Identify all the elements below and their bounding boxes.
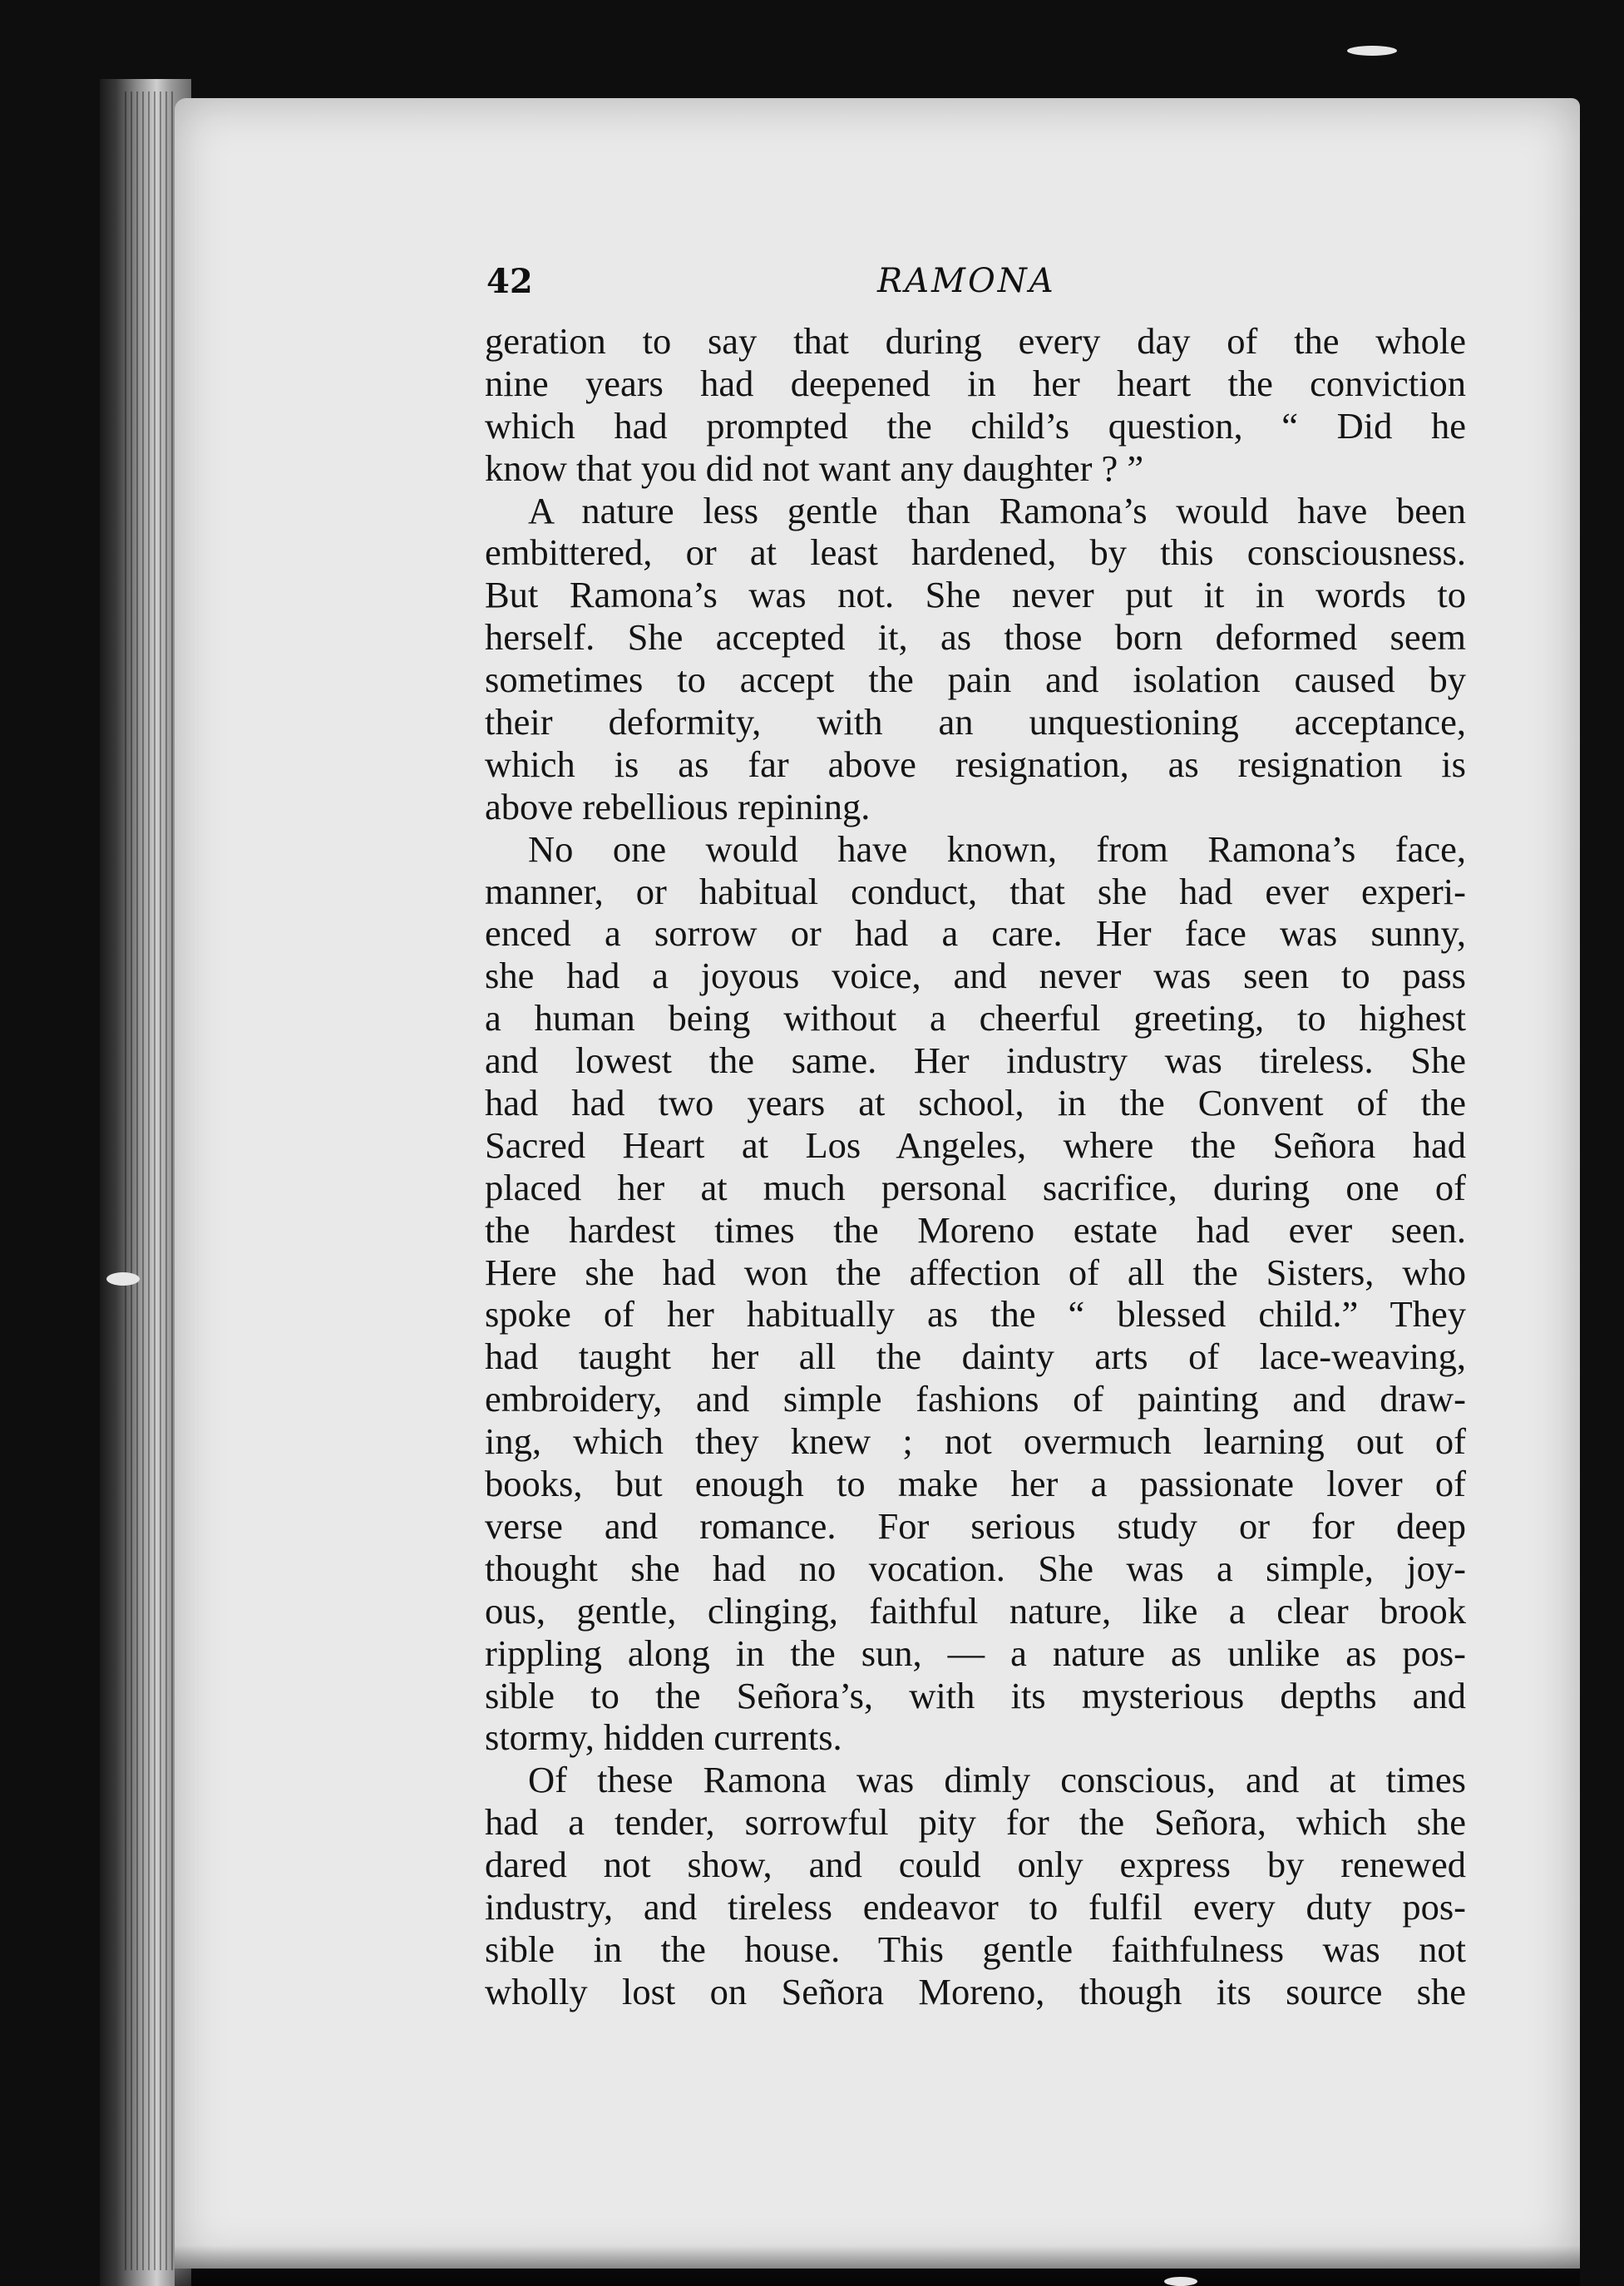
text-line: verse and romance. For serious study or for deep	[485, 1504, 1466, 1547]
text-line: manner, or habitual conduct, that she had ever experi-	[485, 870, 1466, 912]
text-line: which had prompted the child’s question, “ Did he	[485, 404, 1466, 447]
text-line: she had a joyous voice, and never was seen to pass	[485, 955, 1466, 997]
text-line: which is as far above resignation, as resignation is	[485, 743, 1466, 785]
text-line: above rebellious repining.	[485, 785, 871, 827]
text-line: Here she had won the affection of all the Sisters, who	[485, 1251, 1466, 1293]
text-line: Sacred Heart at Los Angeles, where the Señora had	[485, 1123, 1466, 1166]
text-line: stormy, hidden currents.	[485, 1716, 842, 1759]
text-line: placed her at much personal sacrifice, during one of	[485, 1166, 1466, 1208]
body-text	[485, 320, 1466, 2013]
binding-edge-lines	[125, 91, 175, 2270]
text-line: embroidery, and simple fashions of painting and draw-	[485, 1378, 1466, 1420]
text-line: industry, and tireless endeavor to fulfil every duty pos-	[485, 1885, 1466, 1928]
text-line: But Ramona’s was not. She never put it in words to	[485, 574, 1466, 616]
page-bottom-shadow	[175, 2245, 1580, 2286]
text-line: had had two years at school, in the Convent of the	[485, 1082, 1466, 1124]
scan-artifact	[1347, 46, 1397, 56]
scan-artifact	[106, 1272, 140, 1286]
text-line: ing, which they knew ; not overmuch learning out of	[485, 1420, 1466, 1463]
text-line: books, but enough to make her a passionate lover of	[485, 1463, 1466, 1505]
text-line: and lowest the same. Her industry was tireless. She	[485, 1039, 1466, 1082]
text-line: had taught her all the dainty arts of lace-weaving,	[485, 1336, 1466, 1378]
text-line: sible to the Señora’s, with its mysterious depths and	[485, 1674, 1466, 1716]
scan-artifact	[1164, 2277, 1197, 2286]
paragraph-start: Of these Ramona was dimly conscious, and at times	[528, 1759, 1466, 1801]
running-head	[486, 262, 1468, 312]
text-line: geration to say that during every day of the whole	[485, 320, 1466, 362]
running-title: RAMONA	[877, 262, 1056, 300]
text-line: rippling along in the sun, — a nature as unlike as pos-	[485, 1632, 1466, 1674]
text-line: embittered, or at least hardened, by this consciousness.	[485, 531, 1466, 574]
text-line: know that you did not want any daughter ? ”	[485, 447, 1144, 489]
text-line: herself. She accepted it, as those born deformed seem	[485, 616, 1466, 659]
text-line: sible in the house. This gentle faithfulness was not	[485, 1928, 1466, 1970]
text-line: thought she had no vocation. She was a simple, joy-	[485, 1547, 1466, 1589]
text-line: their deformity, with an unquestioning acceptance,	[485, 701, 1466, 743]
text-line: sometimes to accept the pain and isolation caused by	[485, 659, 1466, 701]
text-line: spoke of her habitually as the “ blessed child.” They	[485, 1293, 1466, 1336]
text-line: wholly lost on Señora Moreno, though its source she	[485, 1970, 1466, 2012]
text-line: the hardest times the Moreno estate had ever seen.	[485, 1208, 1466, 1251]
text-line: ous, gentle, clinging, faithful nature, like a clear brook	[485, 1589, 1466, 1632]
page-number: 42	[486, 262, 533, 301]
text-line: dared not show, and could only express by renewed	[485, 1844, 1466, 1886]
text-line: nine years had deepened in her heart the conviction	[485, 362, 1466, 404]
text-line: a human being without a cheerful greeting, to highest	[485, 997, 1466, 1039]
text-line: had a tender, sorrowful pity for the Señora, which she	[485, 1801, 1466, 1844]
paragraph-start: A nature less gentle than Ramona’s would have been	[528, 489, 1466, 531]
text-line: enced a sorrow or had a care. Her face was sunny,	[485, 912, 1466, 955]
paragraph-start: No one would have known, from Ramona’s face,	[528, 827, 1466, 870]
